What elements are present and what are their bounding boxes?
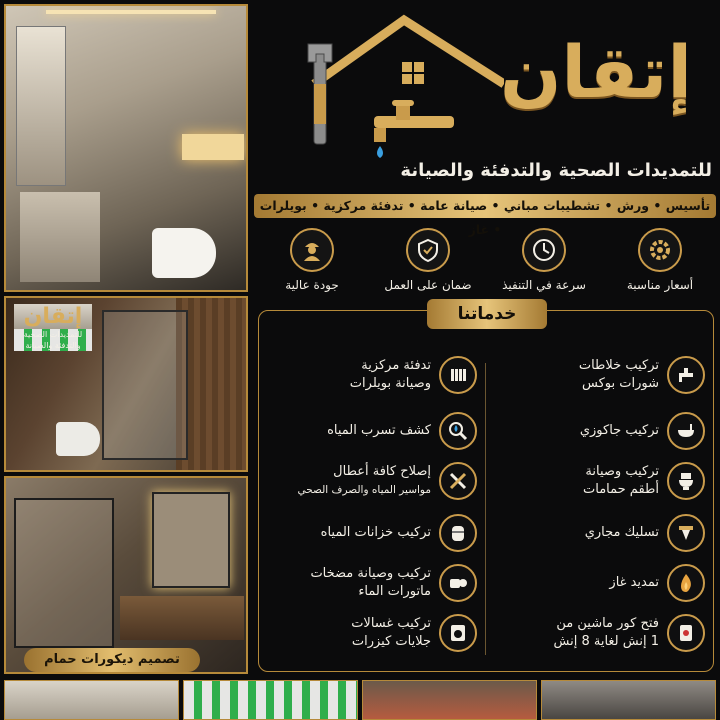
shower-glass — [102, 310, 188, 460]
drain-icon — [667, 514, 705, 552]
services-box — [258, 304, 714, 672]
feature-speed — [488, 228, 600, 304]
service-line1: تركيب خزانات المياه — [320, 525, 431, 540]
services-strip: تأسيس • ورش • تشطيبات مباني • صيانة عامة • تدفئة مركزية • بويلرات • غاز — [254, 194, 716, 218]
services-title: خدماتنا — [427, 299, 547, 329]
toilet — [56, 422, 100, 456]
service-item — [505, 509, 705, 557]
features-row — [256, 228, 716, 304]
service-line2: مواسير المياه والصرف الصحي — [297, 484, 431, 496]
feature-label: سرعة في التنفيذ — [502, 278, 586, 292]
service-item — [271, 509, 477, 557]
service-line1: تدفئة مركزية — [361, 358, 431, 373]
shower-glass — [14, 498, 114, 648]
plumbing-photo — [541, 680, 716, 720]
backlit-mirror — [152, 492, 230, 588]
bottom-photo-strip — [4, 680, 716, 720]
lit-niche — [182, 134, 244, 160]
brand-header — [262, 6, 712, 186]
service-line2: ماتورات الماء — [358, 584, 431, 599]
service-item — [271, 407, 477, 455]
service-line2: جلايات كيزرات — [351, 634, 431, 649]
feature-quality — [256, 228, 368, 304]
service-item — [505, 609, 705, 657]
vanity — [20, 192, 100, 282]
boiler-icon — [667, 614, 705, 652]
service-line1: إصلاح كافة أعطال — [333, 464, 431, 479]
service-item — [271, 457, 477, 505]
service-line1: تركيب جاكوزي — [579, 423, 659, 438]
mixer-tap-icon — [667, 356, 705, 394]
service-item — [505, 559, 705, 607]
service-line1: تسليك مجاري — [584, 525, 659, 540]
service-line1: كشف تسرب المياه — [327, 423, 431, 438]
bathroom-decor-caption: تصميم ديكورات حمام — [24, 648, 200, 672]
feature-label: جودة عالية — [285, 278, 339, 292]
side-logo — [14, 304, 92, 351]
feature-label: ضمان على العمل — [384, 278, 472, 292]
service-line2: أطقم حمامات — [583, 482, 659, 497]
jacuzzi-icon — [667, 412, 705, 450]
toilet-icon — [667, 462, 705, 500]
service-line1: تركيب وصيانة مضخات — [310, 566, 431, 581]
worker-icon — [290, 228, 334, 272]
water-pump-icon — [439, 564, 477, 602]
service-line1: تركيب وصيانة — [585, 464, 659, 479]
brand-name: إتقان — [499, 30, 692, 114]
service-item — [271, 559, 477, 607]
service-item — [271, 609, 477, 657]
toilet — [152, 228, 216, 278]
tools-icon — [439, 462, 477, 500]
service-line2: 1 إنش لغاية 8 إنش — [553, 634, 659, 649]
flame-icon — [667, 564, 705, 602]
leak-search-icon — [439, 412, 477, 450]
feature-warranty — [372, 228, 484, 304]
feature-prices — [604, 228, 716, 304]
service-line1: تركيب غسالات — [351, 616, 431, 631]
service-item — [505, 351, 705, 399]
bathroom-photo-3 — [4, 476, 248, 674]
water-tank-icon — [439, 514, 477, 552]
service-item — [505, 407, 705, 455]
feature-label: أسعار مناسبة — [626, 278, 694, 292]
side-logo-name: إتقان — [14, 304, 92, 329]
clock-icon — [522, 228, 566, 272]
service-line2: شورات بوكس — [582, 376, 659, 391]
mirror — [16, 26, 66, 186]
sink-photo — [4, 680, 179, 720]
shield-check-icon — [406, 228, 450, 272]
service-item — [271, 351, 477, 399]
gear-icon — [638, 228, 682, 272]
bathroom-photo-1 — [4, 4, 248, 292]
pipes-photo — [183, 680, 358, 720]
side-logo-line1: للتمديدات الصحية — [14, 329, 92, 340]
service-line1: تمديد غاز — [609, 575, 659, 590]
photo-column — [4, 4, 248, 674]
radiator-icon — [439, 356, 477, 394]
vanity — [120, 596, 244, 640]
service-line1: تركيب خلاطات — [578, 358, 659, 373]
service-item — [505, 457, 705, 505]
washing-machine-icon — [439, 614, 477, 652]
service-line2: وصيانة بويلرات — [349, 376, 431, 391]
boiler-photo — [362, 680, 537, 720]
column-divider — [485, 363, 486, 655]
service-line1: فتح كور ماشين من — [556, 616, 659, 631]
brand-tagline: للتمديدات الصحية والتدفئة والصيانة — [400, 160, 712, 181]
side-logo-line2: والتدفئة والصيانة — [14, 340, 92, 351]
bathroom-photo-2 — [4, 296, 248, 472]
ceiling-light — [46, 10, 216, 14]
